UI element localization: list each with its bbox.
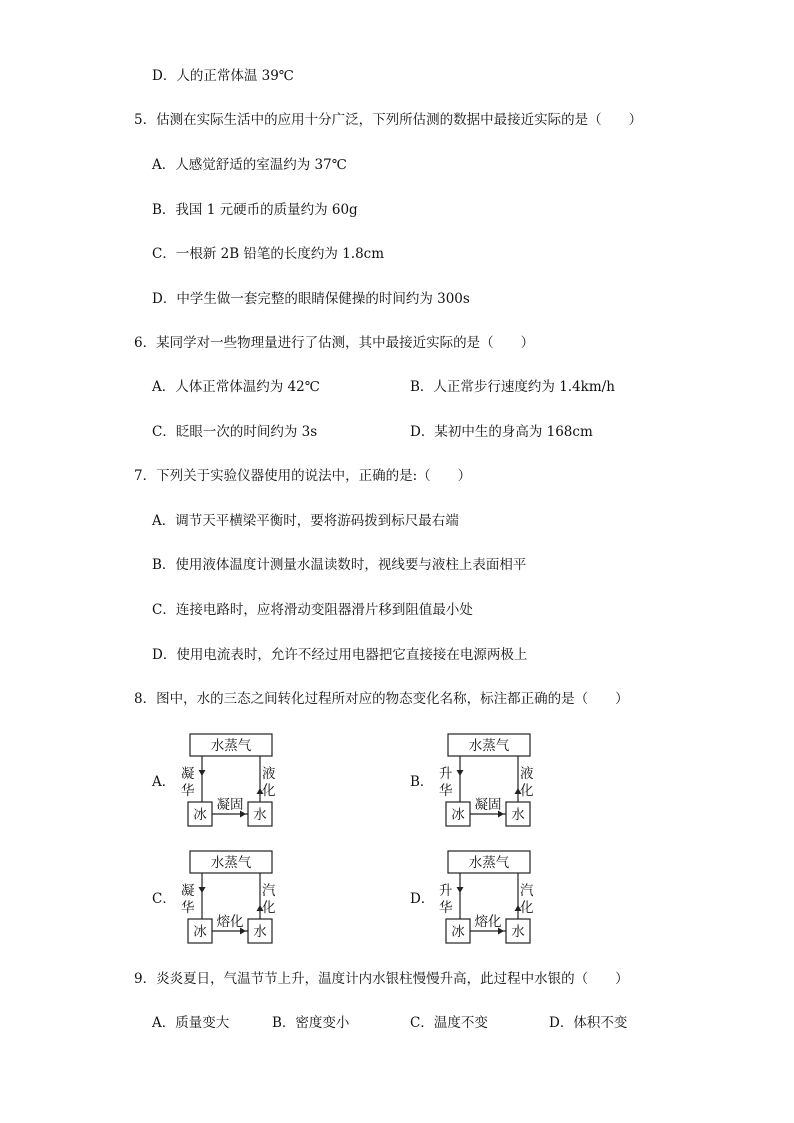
- state-change-diagram: [150, 847, 290, 947]
- water-box-label: 水: [511, 924, 525, 940]
- right-label-2: 化: [262, 900, 276, 916]
- right-label-2: 化: [262, 783, 276, 799]
- middle-label: 凝固: [474, 797, 502, 813]
- right-label-1: 液: [262, 766, 276, 782]
- right-label-2: 化: [520, 900, 534, 916]
- q8-diagram-d: [408, 847, 548, 947]
- right-label-1: 汽: [520, 883, 534, 899]
- q6-option-a: A．人体正常体温约为 42℃: [152, 379, 320, 395]
- state-change-diagram: [150, 730, 290, 830]
- q7-option-c: C．连接电路时，应将滑动变阻器滑片移到阻值最小处: [152, 602, 473, 618]
- q7-stem: 7．下列关于实验仪器使用的说法中，正确的是:（ ）: [134, 468, 472, 484]
- left-label-2: 华: [439, 900, 453, 916]
- middle-label: 熔化: [216, 914, 244, 930]
- q9-option-d: D．体积不变: [549, 1015, 628, 1031]
- ice-box-label: 冰: [451, 807, 465, 823]
- middle-label: 熔化: [474, 914, 502, 930]
- q4-option-d: D．人的正常体温 39℃: [152, 68, 294, 84]
- q9-option-c: C．温度不变: [410, 1015, 488, 1031]
- right-label-1: 汽: [262, 883, 276, 899]
- q8-stem: 8．图中，水的三态之间转化过程所对应的物态变化名称，标注都正确的是（ ）: [134, 691, 629, 707]
- q5-option-b: B．我国 1 元硬币的质量约为 60g: [152, 202, 358, 218]
- q8-diagram-b: [408, 730, 548, 830]
- vapor-box-label: 水蒸气: [210, 855, 252, 871]
- left-label-2: 华: [181, 900, 195, 916]
- q6-option-d: D．某初中生的身高为 168cm: [410, 424, 593, 440]
- q5-stem: 5．估测在实际生活中的应用十分广泛，下列所估测的数据中最接近实际的是（ ）: [134, 112, 643, 128]
- q7-option-a: A．调节天平横梁平衡时，要将游码拨到标尺最右端: [152, 513, 459, 529]
- vapor-box-label: 水蒸气: [468, 855, 510, 871]
- q5-option-d: D．中学生做一套完整的眼睛保健操的时间约为 300s: [152, 291, 470, 307]
- q7-option-b: B．使用液体温度计测量水温读数时，视线要与液柱上表面相平: [152, 557, 527, 573]
- q9-stem: 9．炎炎夏日，气温节节上升，温度计内水银柱慢慢升高，此过程中水银的（ ）: [134, 971, 629, 987]
- q5-option-c: C．一根新 2B 铅笔的长度约为 1.8cm: [152, 246, 385, 262]
- q8-diagram-a: [150, 730, 290, 830]
- left-label-1: 升: [439, 766, 453, 782]
- q8-option-label: A．: [152, 774, 176, 790]
- vapor-box-label: 水蒸气: [468, 738, 510, 754]
- q8-option-label: B．: [410, 774, 434, 790]
- left-label-1: 凝: [181, 766, 195, 782]
- q6-option-b: B．人正常步行速度约为 1.4km/h: [410, 379, 615, 395]
- left-label-1: 升: [439, 883, 453, 899]
- left-label-2: 华: [181, 783, 195, 799]
- q9-option-a: A．质量变大: [152, 1015, 230, 1031]
- state-change-diagram: [408, 730, 548, 830]
- ice-box-label: 冰: [193, 807, 207, 823]
- ice-box-label: 冰: [451, 924, 465, 940]
- q9-option-b: B．密度变小: [272, 1015, 350, 1031]
- ice-box-label: 冰: [193, 924, 207, 940]
- left-label-1: 凝: [181, 883, 195, 899]
- q6-stem: 6．某同学对一些物理量进行了估测，其中最接近实际的是（ ）: [134, 335, 535, 351]
- q5-option-a: A．人感觉舒适的室温约为 37℃: [152, 157, 347, 173]
- q8-option-label: C．: [152, 891, 176, 907]
- water-box-label: 水: [253, 924, 267, 940]
- q7-option-d: D．使用电流表时，允许不经过用电器把它直接接在电源两极上: [152, 647, 528, 663]
- q8-diagram-c: [150, 847, 290, 947]
- q8-option-label: D．: [410, 891, 435, 907]
- water-box-label: 水: [253, 807, 267, 823]
- right-label-2: 化: [520, 783, 534, 799]
- water-box-label: 水: [511, 807, 525, 823]
- q6-option-c: C．眨眼一次的时间约为 3s: [152, 424, 318, 440]
- state-change-diagram: [408, 847, 548, 947]
- left-label-2: 华: [439, 783, 453, 799]
- vapor-box-label: 水蒸气: [210, 738, 252, 754]
- right-label-1: 液: [520, 766, 534, 782]
- middle-label: 凝固: [216, 797, 244, 813]
